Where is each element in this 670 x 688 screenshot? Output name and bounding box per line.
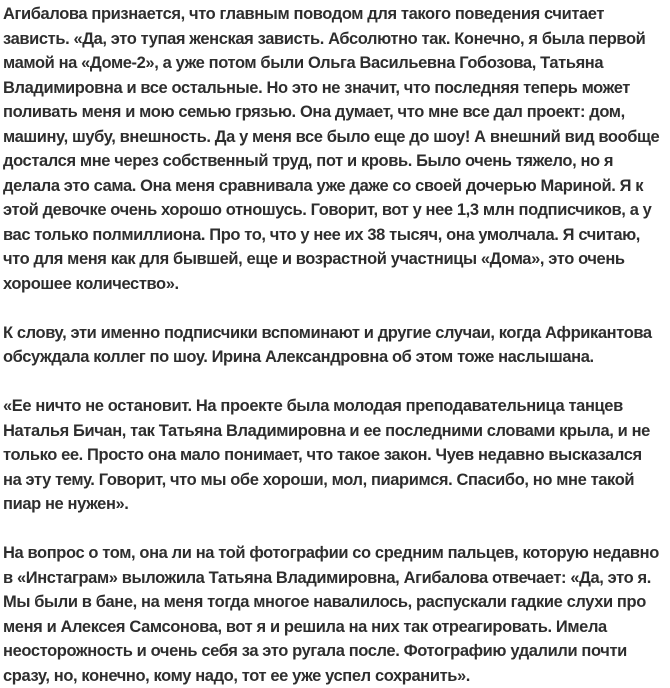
text-line: что для меня как для бывшей, еще и возрастной участницы «Дома», это очень: [3, 249, 625, 268]
paragraph: [3, 321, 670, 370]
text-line: Владимировна и все остальные. Но это не значит, что последняя теперь может: [3, 77, 630, 97]
paragraph: [3, 2, 670, 296]
paragraph: [3, 394, 670, 517]
text-line: неосторожность и очень себя за это ругала после. Фотографию удалили почти: [3, 641, 627, 660]
text-line: пиар не нужен».: [3, 494, 129, 513]
text-line: вас только полмиллиона. Про то, что у нее их 38 тысяч, она умолчала. Я считаю,: [3, 224, 640, 244]
text-line: только ее. Просто она мало понимает, что такое закон. Чуев недавно высказался: [3, 445, 642, 464]
text-line: К слову, эти именно подписчики вспоминают и другие случаи, когда Африкантова: [3, 322, 652, 342]
text-line: Наталья Бичан, так Татьяна Владимировна и ее последними словами крыла, и не: [3, 420, 650, 440]
text-line: Мы были в бане, на меня тогда многое навалилось, распускали гадкие слухи про: [3, 592, 646, 611]
text-line: обсуждала коллег по шоу. Ирина Александровна об этом тоже наслышана.: [3, 347, 594, 366]
text-line: «Ее ничто не остановит. На проекте была молодая преподавательница танцев: [3, 396, 623, 415]
text-line: достался мне через собственный труд, пот и кровь. Было очень тяжело, но я: [3, 151, 614, 170]
text-line: меня и Алексея Самсонова, вот я и решила на них так отреагировать. Имела: [3, 616, 607, 636]
text-line: зависть. «Да, это тупая женская зависть. Абсолютно так. Конечно, я была первой: [3, 28, 646, 48]
text-line: поливать меня и мою семью грязью. Она думает, что мне все дал проект: дом,: [3, 102, 625, 121]
text-line: делала это сама. Она меня сравнивала уже даже со своей дочерью Мариной. Я к: [3, 175, 644, 195]
text-line: На вопрос о том, она ли на той фотографии со средним пальцев, которую недавно: [3, 543, 659, 562]
text-line: Агибалова признается, что главным поводом для такого поведения считает: [3, 4, 605, 23]
text-line: этой девочке очень хорошо отношусь. Говорит, вот у нее 1,3 млн подписчиков, а у: [3, 200, 652, 219]
text-line: на эту тему. Говорит, что мы обе хороши, мол, пиаримся. Спасибо, но мне такой: [3, 469, 635, 489]
text-line: мамой на «Доме-2», а уже потом были Ольга Васильевна Гобозова, Татьяна: [3, 53, 604, 72]
text-line: машину, шубу, внешность. Да у меня все было еще до шоу! А внешний вид вообще: [3, 126, 660, 146]
text-line: сразу, но, конечно, кому надо, тот ее уже успел сохранить».: [3, 665, 470, 685]
text-line: хорошее количество».: [3, 273, 179, 293]
text-line: в «Инстаграм» выложила Татьяна Владимировна, Агибалова отвечает: «Да, это я.: [3, 567, 651, 587]
paragraph: [3, 541, 670, 688]
